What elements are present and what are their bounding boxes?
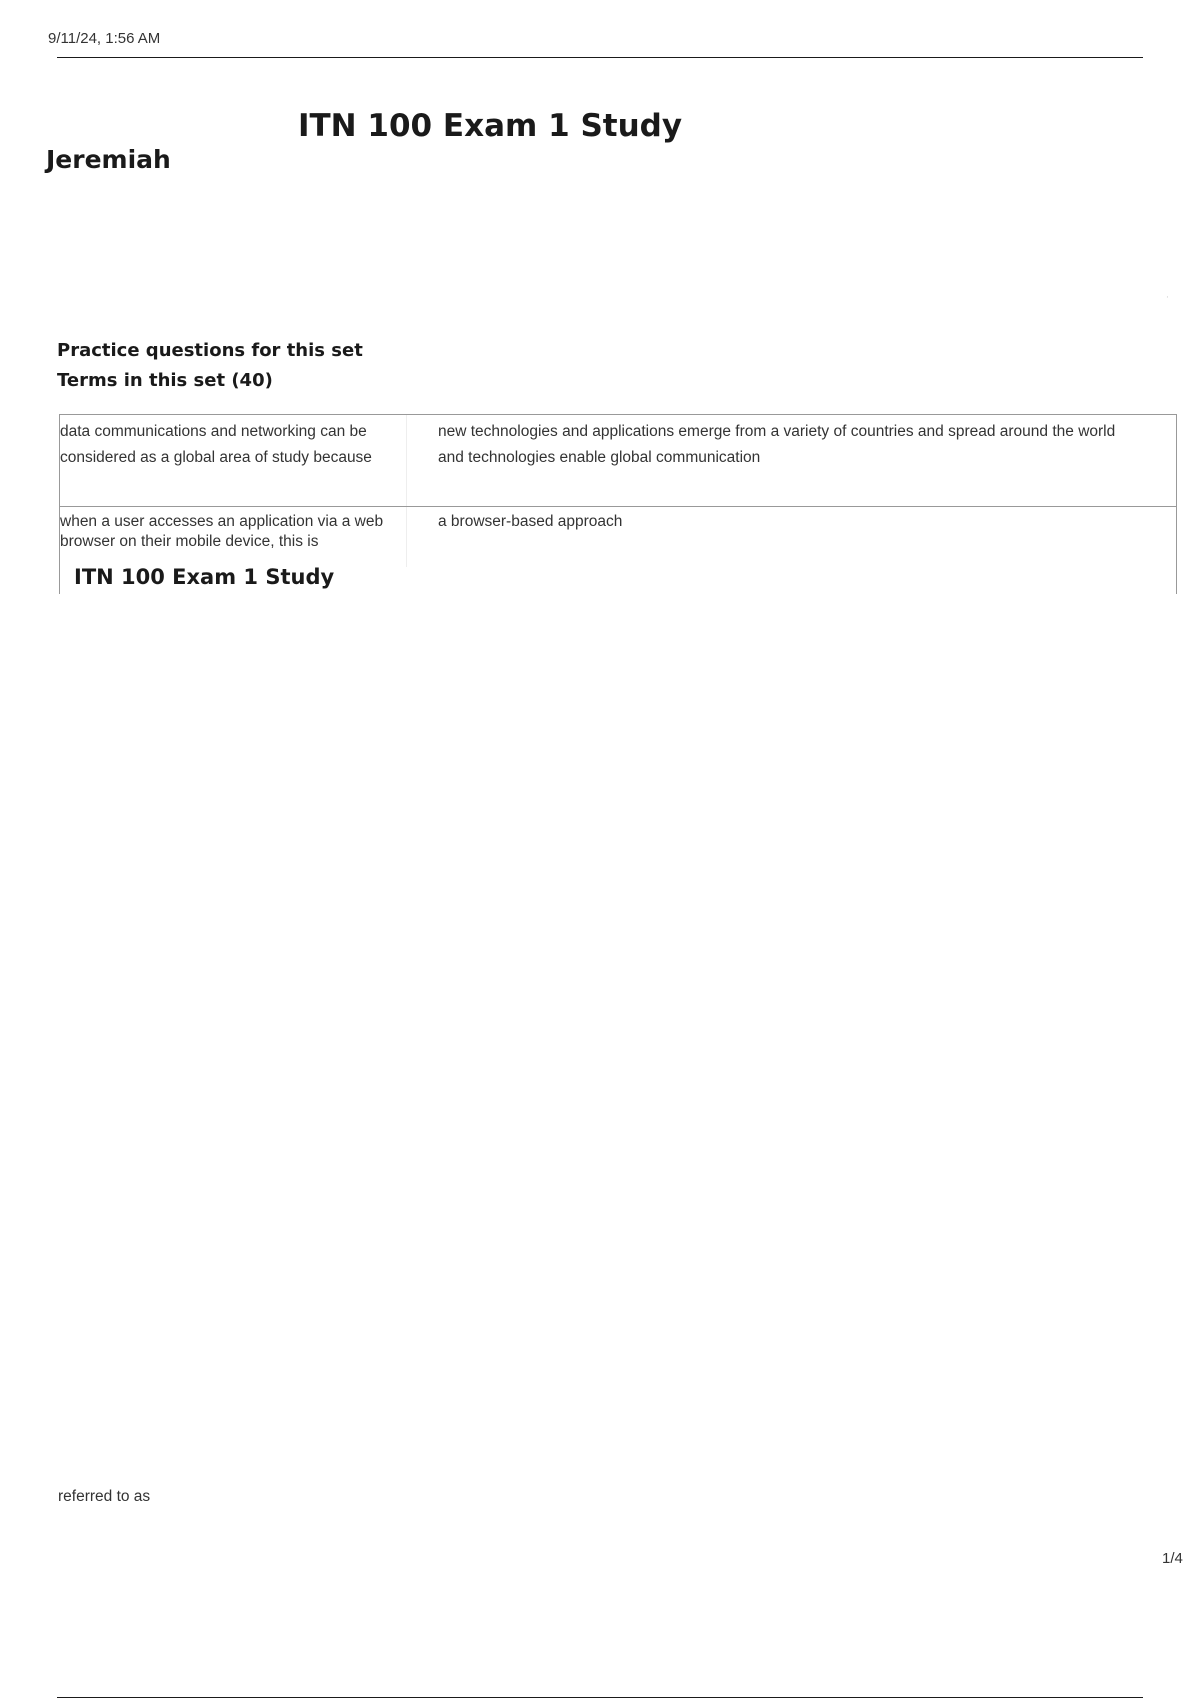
author-name: Jeremiah [46, 145, 171, 174]
faint-mark: · [1166, 293, 1169, 303]
definition-text: a browser-based approach [438, 513, 623, 530]
repeated-page-title: ITN 100 Exam 1 Study [74, 565, 335, 589]
practice-questions-heading[interactable]: Practice questions for this set [57, 340, 363, 361]
terms-count-heading: Terms in this set (40) [57, 370, 273, 391]
page-title: ITN 100 Exam 1 Study [298, 108, 683, 144]
print-timestamp: 9/11/24, 1:56 AM [48, 30, 161, 47]
definition-text: new technologies and applications emerge from a variety of countries and spread around the world and technologies enable global communication [438, 423, 1116, 466]
term-text: data communications and networking can be considered as a global area of study because [60, 415, 407, 506]
term-continuation-text: referred to as [58, 1488, 151, 1505]
terms-table [59, 414, 1177, 594]
page-number: 1/4 [1162, 1550, 1183, 1567]
footer-rule [57, 1697, 1143, 1698]
header-rule [57, 57, 1143, 58]
term-text: when a user accesses an application via a web browser on their mobile device, this is [60, 507, 407, 567]
term-row [60, 507, 1176, 567]
term-row [60, 415, 1176, 507]
